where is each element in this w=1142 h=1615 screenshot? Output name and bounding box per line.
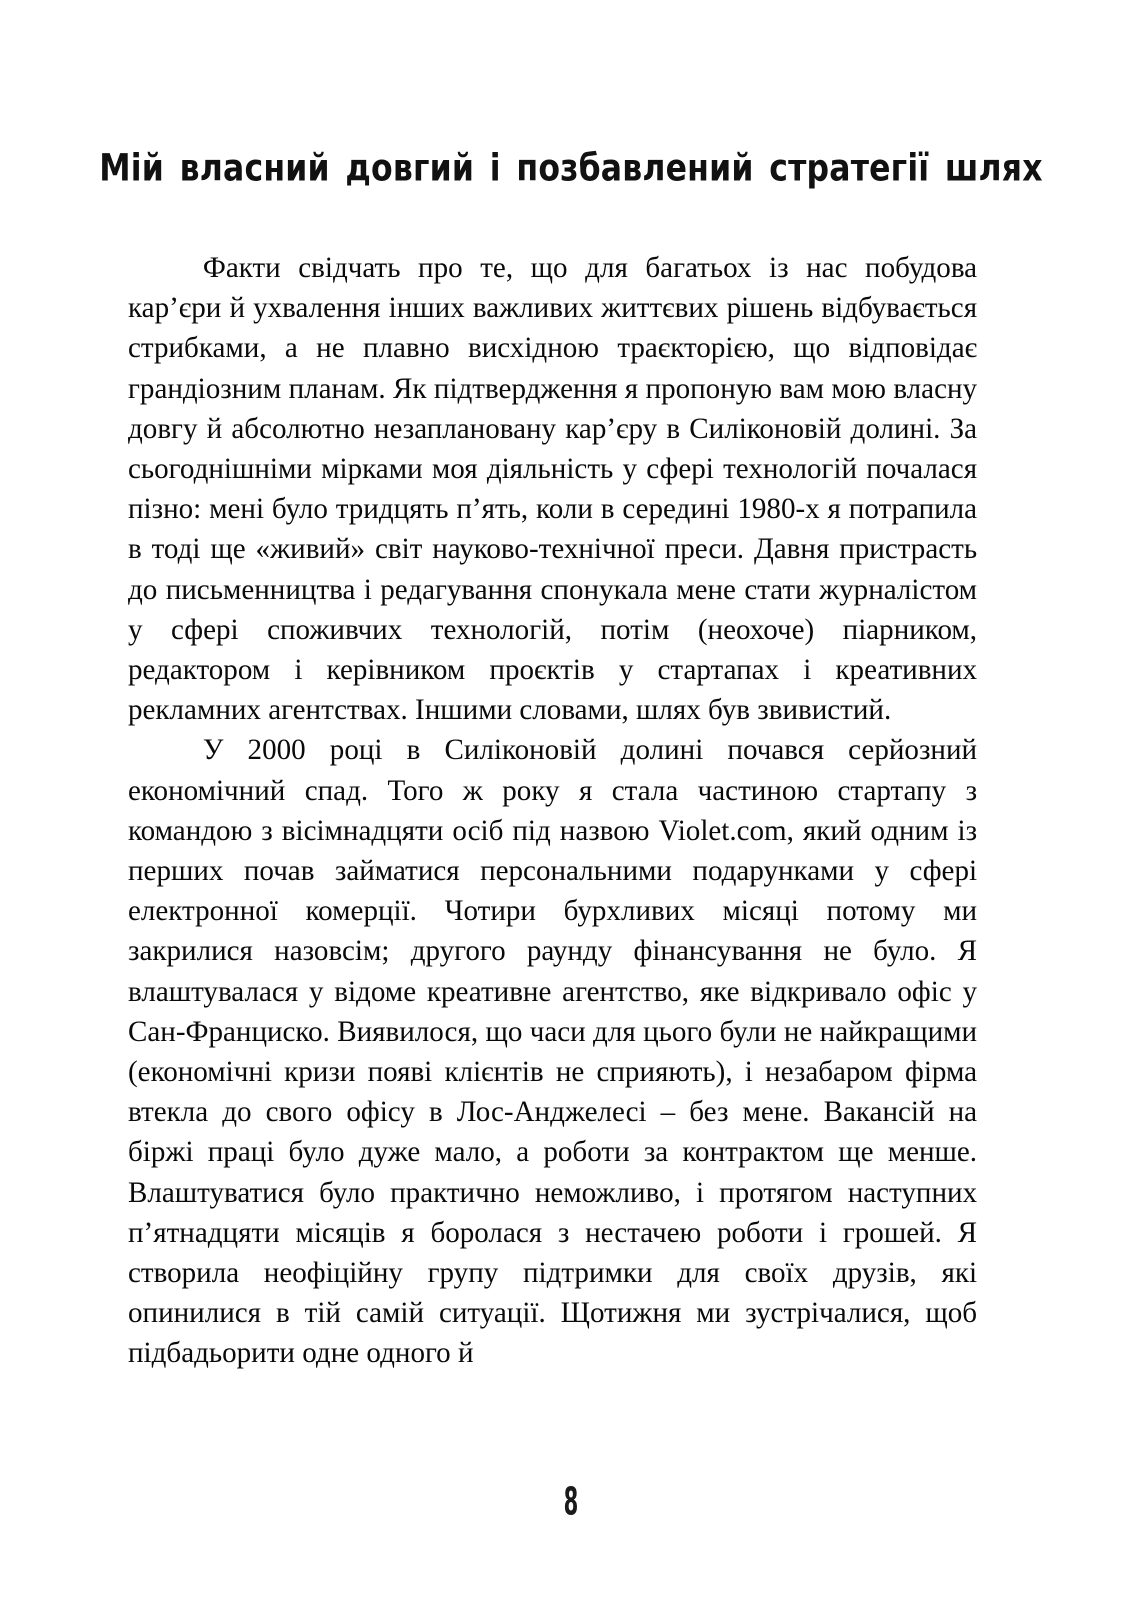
page-number-folio: 8 (563, 1479, 579, 1525)
body-text-column (128, 248, 990, 1374)
page-title: Мій власний довгий і позбавлений стратегії шлях (99, 148, 1043, 191)
body-paragraph: Факти свідчать про те, що для багатьох із нас побудова кар’єри й ухвалення інших важливих життєвих рішень відбувається стрибками, а не плавно висхідною траєкторією, що відповідає грандіозним планам. Як підтвердження я пропоную вам мою власну довгу й абсолютно незаплановану кар’єру в Силіконовій долині. За сьогоднішніми мірками моя діяльність у сфері технологій почалася пізно: мені було тридцять п’ять, коли в середині 1980-х я потрапила в тоді ще «живий» світ науково-технічної преси. Давня пристрасть до письменництва і редагування спонукала мене стати журналістом у сфері споживчих технологій, потім (неохоче) піарником, редактором і керівником проєктів у стартапах і креативних рекламних агентствах. Іншими словами, шлях був звивистий. (128, 252, 978, 727)
body-paragraph: У 2000 році в Силіконовій долині почався серйозний економічний спад. Того ж року я стала частиною стартапу з командою з вісімнадцяти осіб під назвою Violet.com, який одним із перших почав займатися персональними подарунками у сфері електронної комерції. Чотири бурхливих місяці потому ми закрилися назовсім; другого раунду фінансування не було. Я влаштувалася у відоме креативне агентство, яке відкривало офіс у Сан-Франциско. Виявилося, що часи для цього були не найкращими (економічні кризи появі клієнтів не сприяють), і незабаром фірма втекла до свого офісу в Лос-Анджелесі – без мене. Вакансій на біржі праці було дуже мало, а роботи за контрактом ще менше. Влаштуватися було практично неможливо, і протягом наступних п’ятнадцяти місяців я боролася з нестачею роботи і грошей. Я створила неофіційну групу підтримки для своїх друзів, які опинилися в тій самій ситуації. Щотижня ми зустрічалися, щоб підбадьорити одне одного й (128, 734, 978, 1370)
